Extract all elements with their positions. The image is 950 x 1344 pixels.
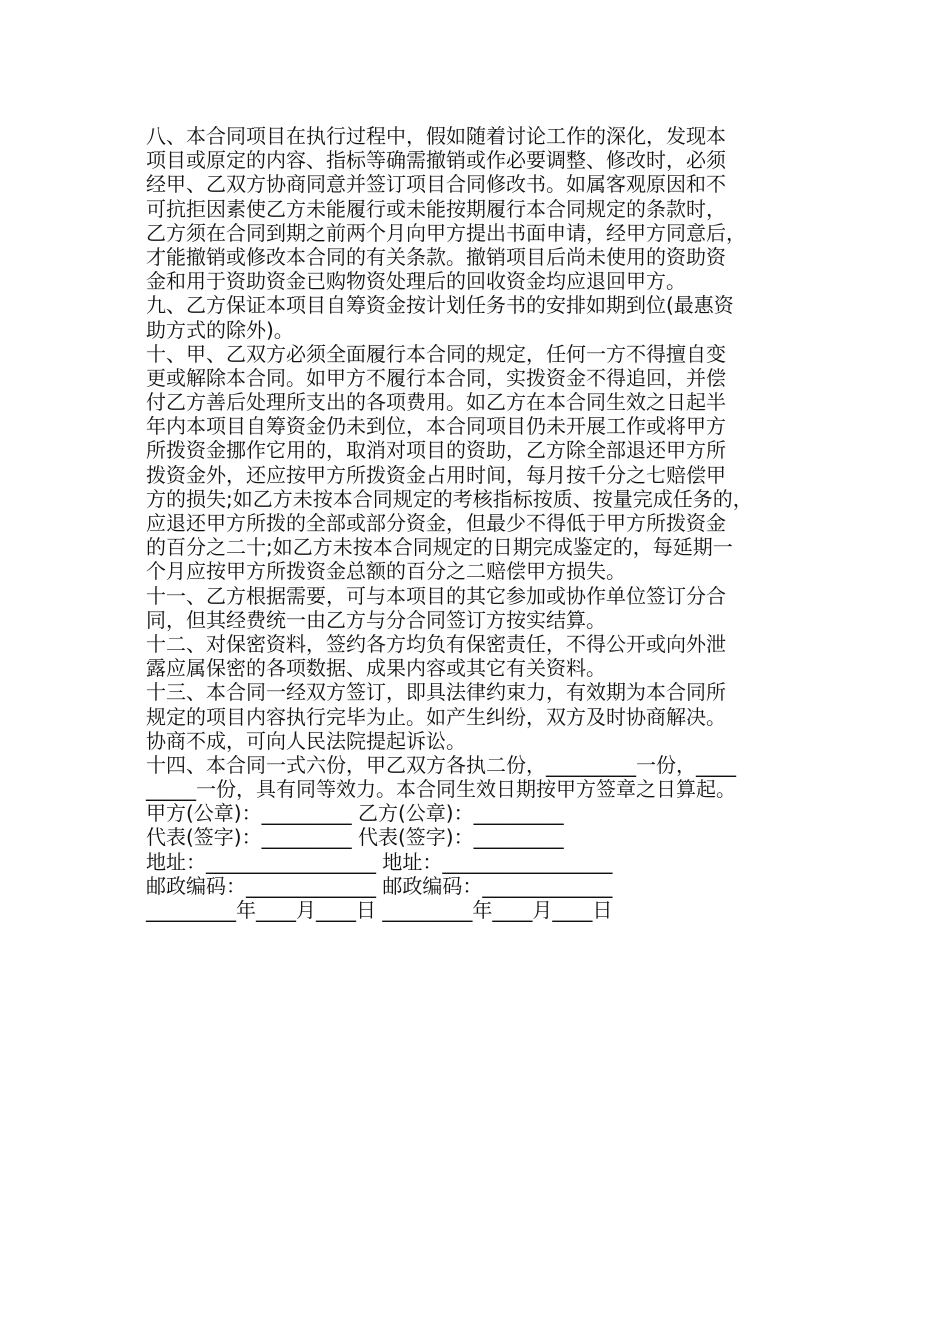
- date-line: _________年____月____日 _________年____月____日: [146, 898, 613, 922]
- clause-10-line-7: 方的损失;如乙方未按本合同规定的考核指标按质、按量完成任务的，: [146, 486, 753, 511]
- representative-signature-line: 代表(签字)：_________ 代表(签字)：_________: [146, 825, 564, 850]
- clause-13-line-1: 十三、本合同一经双方签订，即具法律约束力，有效期为本合同所: [146, 680, 726, 705]
- clause-11-line-2: 同，但其经费统一由乙方与分合同签订方按实结算。: [146, 607, 606, 632]
- clause-8-line-6: 才能撤销或修改本合同的有关条款。撤销项目后尚未使用的资助资: [146, 244, 726, 269]
- clause-9-line-2: 助方式的除外)。: [146, 317, 294, 342]
- clause-8-line-7: 金和用于资助资金已购物资处理后的回收资金均应退回甲方。: [146, 269, 686, 294]
- clause-10-line-1: 十、甲、乙双方必须全面履行本合同的规定，任何一方不得擅自变: [146, 341, 726, 366]
- clause-14-line-1: 十四、本合同一式六份，甲乙双方各执二份，_________一份，____: [146, 752, 736, 777]
- clause-8-line-5: 乙方须在合同到期之前两个月向甲方提出书面申请，经甲方同意后，: [146, 220, 746, 245]
- clause-10-line-6: 拨资金外，还应按甲方所拨资金占用时间，每月按千分之七赔偿甲: [146, 462, 726, 487]
- clause-9-line-1: 九、乙方保证本项目自筹资金按计划任务书的安排如期到位(最惠资: [146, 293, 734, 318]
- clause-10-line-2: 更或解除本合同。如甲方不履行本合同，实拨资金不得追回，并偿: [146, 365, 726, 390]
- clause-10-line-9: 的百分之二十;如乙方未按本合同规定的日期完成鉴定的，每延期一: [146, 535, 733, 560]
- clause-13-line-2: 规定的项目内容执行完毕为止。如产生纠纷，双方及时协商解决。: [146, 704, 726, 729]
- clause-8-line-1: 八、本合同项目在执行过程中，假如随着讨论工作的深化，发现本: [146, 124, 726, 148]
- clause-10-line-4: 年内本项目自筹资金仍未到位，本合同项目仍未开展工作或将甲方: [146, 414, 726, 439]
- seal-signature-line: 甲方(公章)：_________ 乙方(公章)：_________: [146, 801, 564, 826]
- clause-13-line-3: 协商不成，可向人民法院提起诉讼。: [146, 728, 466, 753]
- contract-text: [146, 124, 826, 922]
- clause-14-line-2: _____一份，具有同等效力。本合同生效日期按甲方签章之日算起。: [146, 777, 736, 802]
- postal-code-line: 邮政编码：_____________ 邮政编码：_____________: [146, 873, 613, 898]
- address-line: 地址：_________________ 地址：_________________: [146, 849, 613, 874]
- clause-10-line-3: 付乙方善后处理所支出的各项费用。如乙方在本合同生效之日起半: [146, 390, 726, 415]
- clause-10-line-8: 应退还甲方所拨的全部或部分资金，但最少不得低于甲方所拨资金: [146, 511, 726, 535]
- clause-8-line-4: 可抗拒因素使乙方未能履行或未能按期履行本合同规定的条款时，: [146, 196, 726, 221]
- clause-8-line-3: 经甲、乙双方协商同意并签订项目合同修改书。如属客观原因和不: [146, 172, 726, 197]
- clause-12-line-1: 十二、对保密资料，签约各方均负有保密责任，不得公开或向外泄: [146, 631, 726, 656]
- clause-8-line-2: 项目或原定的内容、指标等确需撤销或作必要调整、修改时，必须: [146, 148, 726, 173]
- clause-11-line-1: 十一、乙方根据需要，可与本项目的其它参加或协作单位签订分合: [146, 583, 726, 608]
- clause-10-line-10: 个月应按甲方所拨资金总额的百分之二赔偿甲方损失。: [146, 559, 626, 584]
- clause-10-line-5: 所拨资金挪作它用的，取消对项目的资助，乙方除全部退还甲方所: [146, 438, 726, 463]
- clause-12-line-2: 露应属保密的各项数据、成果内容或其它有关资料。: [146, 656, 606, 681]
